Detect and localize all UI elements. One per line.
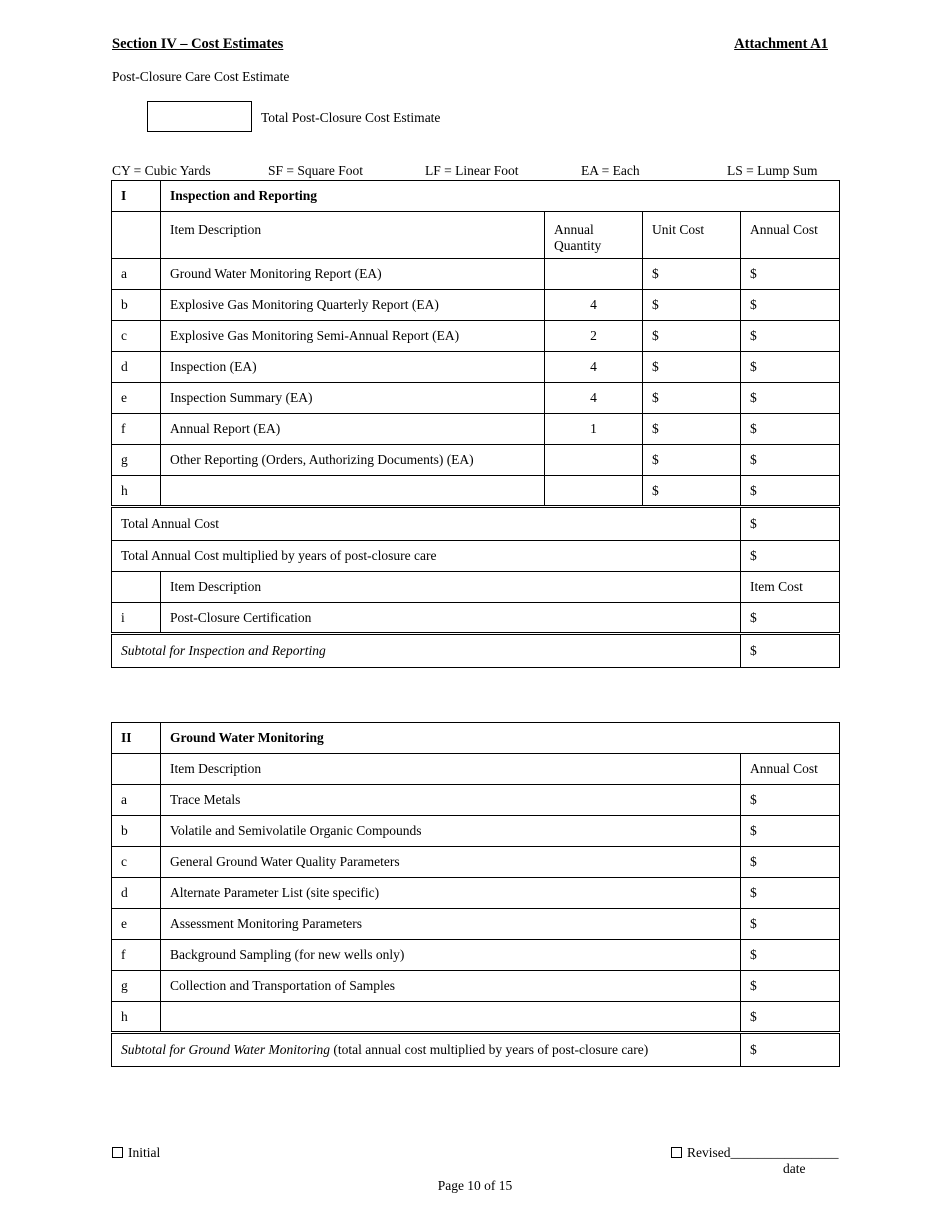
col-annual-cost: Annual Cost <box>741 754 840 785</box>
post-closure-certification: Post-Closure Certification <box>161 603 741 634</box>
table-row: b Volatile and Semivolatile Organic Compounds $ <box>112 816 840 847</box>
col-annual-quantity: Annual Quantity <box>545 212 643 259</box>
table-row: c General Ground Water Quality Parameters $ <box>112 847 840 878</box>
post-closure-certification-value[interactable]: $ <box>741 603 840 634</box>
table-row: g Other Reporting (Orders, Authorizing Documents) (EA) $ $ <box>112 445 840 476</box>
table-row: b Explosive Gas Monitoring Quarterly Report (EA) 4 $ $ <box>112 290 840 321</box>
total-estimate-field[interactable] <box>147 101 252 132</box>
total-years-value[interactable]: $ <box>741 541 840 572</box>
col-item-description-2: Item Description <box>161 572 741 603</box>
col-item-cost: Item Cost <box>741 572 840 603</box>
subtotal-ground-water-label: Subtotal for Ground Water Monitoring (total annual cost multiplied by years of post-closure care) <box>112 1033 741 1067</box>
table-row: d Inspection (EA) 4 $ $ <box>112 352 840 383</box>
table2-num: II <box>112 723 161 754</box>
initial-checkbox[interactable] <box>112 1147 123 1158</box>
initial-label: Initial <box>128 1145 161 1160</box>
table-row: i Post-Closure Certification $ <box>112 603 840 634</box>
table-row: c Explosive Gas Monitoring Semi-Annual Report (EA) 2 $ $ <box>112 321 840 352</box>
abbr-cy: CY = Cubic Yards <box>112 163 211 178</box>
revised-date-line[interactable]: ________________ <box>730 1145 839 1160</box>
table2-title: Ground Water Monitoring <box>161 723 840 754</box>
subtotal-ground-water-value[interactable]: $ <box>741 1033 840 1067</box>
total-annual-cost-value[interactable]: $ <box>741 507 840 541</box>
table-row: e Assessment Monitoring Parameters $ <box>112 909 840 940</box>
date-label: date <box>783 1161 806 1176</box>
table-row: d Alternate Parameter List (site specific) $ <box>112 878 840 909</box>
abbr-ls: LS = Lump Sum <box>727 163 818 178</box>
table-row: f Annual Report (EA) 1 $ $ <box>112 414 840 445</box>
total-estimate-label: Total Post-Closure Cost Estimate <box>261 110 441 125</box>
table-row: h $ <box>112 1002 840 1033</box>
section-title: Section IV – Cost Estimates <box>112 36 284 52</box>
page-number: Page 10 of 15 <box>437 1178 513 1193</box>
table-row: a Ground Water Monitoring Report (EA) $ $ <box>112 259 840 290</box>
abbr-sf: SF = Square Foot <box>268 163 364 178</box>
revised-checkbox-group[interactable] <box>671 1145 839 1161</box>
total-annual-cost-label: Total Annual Cost <box>112 507 741 541</box>
col-unit-cost: Unit Cost <box>643 212 741 259</box>
table-row: f Background Sampling (for new wells only) $ <box>112 940 840 971</box>
col-item-description: Item Description <box>161 212 545 259</box>
initial-checkbox-group[interactable] <box>112 1145 160 1161</box>
col-annual-cost: Annual Cost <box>741 212 840 259</box>
revised-checkbox[interactable] <box>671 1147 682 1158</box>
col-item-description: Item Description <box>161 754 741 785</box>
inspection-reporting-table <box>111 180 840 668</box>
subtotal-inspection-label: Subtotal for Inspection and Reporting <box>112 634 741 668</box>
table-row: g Collection and Transportation of Samples $ <box>112 971 840 1002</box>
attachment-label: Attachment A1 <box>734 36 828 52</box>
table1-title: Inspection and Reporting <box>161 181 840 212</box>
table1-num: I <box>112 181 161 212</box>
revised-label: Revised <box>687 1145 731 1160</box>
total-years-label: Total Annual Cost multiplied by years of post-closure care <box>112 541 741 572</box>
abbr-lf: LF = Linear Foot <box>425 163 519 178</box>
subtitle: Post-Closure Care Cost Estimate <box>112 69 290 84</box>
ground-water-monitoring-table <box>111 722 840 1067</box>
table-row: a Trace Metals $ <box>112 785 840 816</box>
table-row: e Inspection Summary (EA) 4 $ $ <box>112 383 840 414</box>
abbr-ea: EA = Each <box>581 163 640 178</box>
subtotal-inspection-value[interactable]: $ <box>741 634 840 668</box>
table-row: h $ $ <box>112 476 840 507</box>
